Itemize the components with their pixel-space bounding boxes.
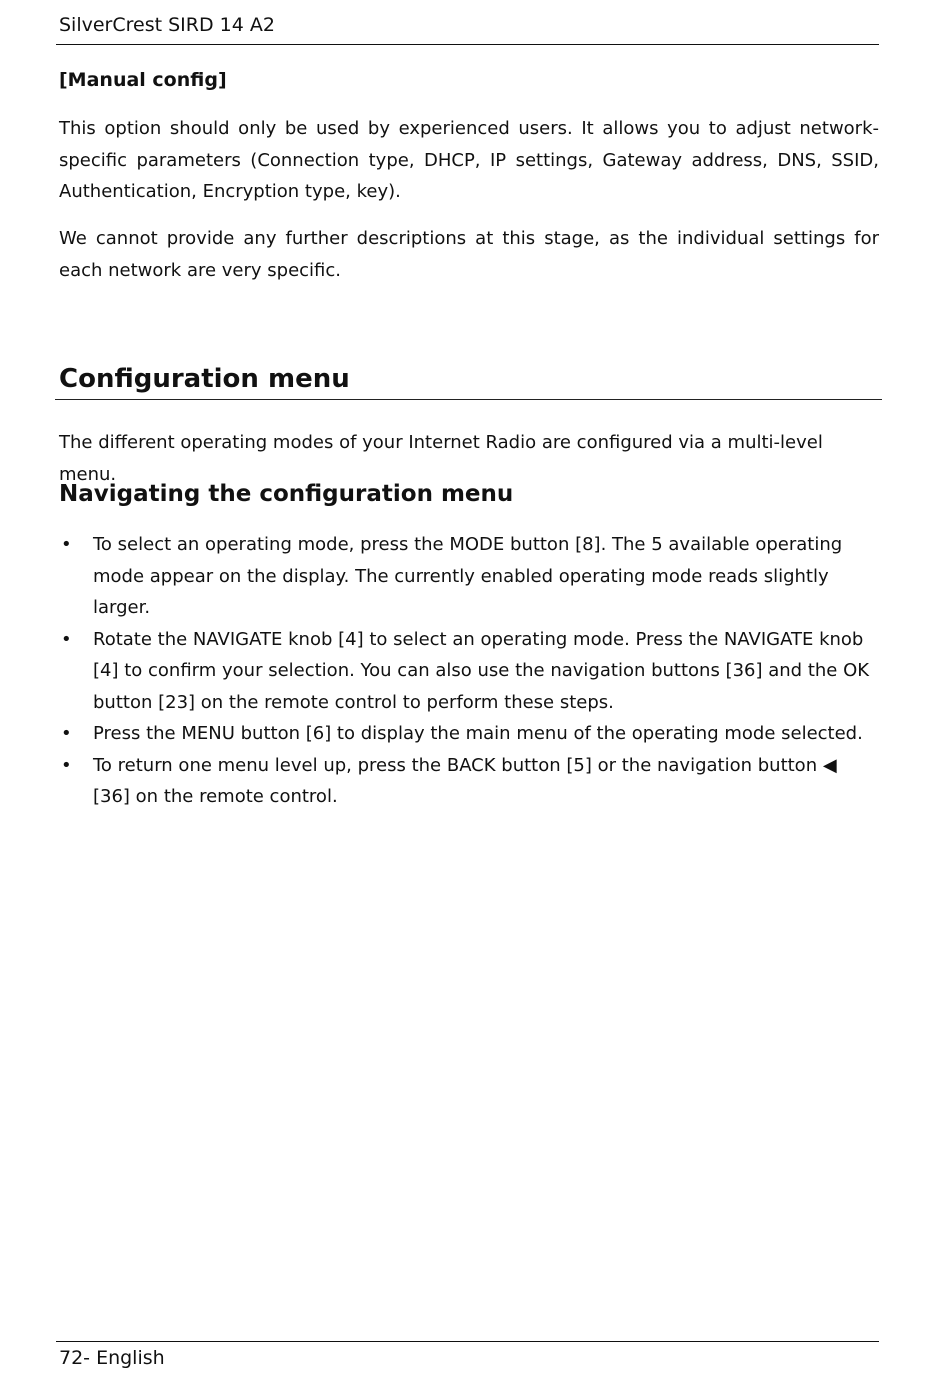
list-item-text: Rotate the NAVIGATE knob [4] to select an operating mode. Press the NAVIGATE knob [4] to confirm your selection. You can also use the navigation buttons [36] and the OK button [23] on the remote control to perform these steps. bbox=[93, 628, 870, 713]
bullet-icon: • bbox=[61, 723, 72, 744]
list-item bbox=[59, 624, 879, 719]
bullet-icon: • bbox=[61, 534, 72, 555]
configuration-menu-intro: The different operating modes of your Internet Radio are configured via a multi-level menu. bbox=[59, 432, 823, 485]
bullet-icon: • bbox=[61, 628, 72, 650]
navigation-steps-list bbox=[59, 529, 879, 813]
list-item-text: Press the MENU button [6] to display the main menu of the operating mode selected. bbox=[93, 723, 863, 744]
manual-config-heading: [Manual config] bbox=[59, 69, 227, 91]
list-item-text: To return one menu level up, press the BACK button [5] or the navigation button ◀ [36] on the remote control. bbox=[93, 754, 837, 807]
configuration-menu-heading: Configuration menu bbox=[59, 364, 350, 394]
bullet-icon: • bbox=[61, 754, 72, 776]
header-divider bbox=[56, 44, 879, 45]
section-divider bbox=[55, 399, 882, 400]
navigating-heading: Navigating the configuration menu bbox=[59, 481, 514, 507]
manual-config-paragraph-2: We cannot provide any further descriptions at this stage, as the individual settings for each network are very specific. bbox=[59, 228, 879, 281]
list-item bbox=[59, 718, 879, 750]
manual-config-paragraph-1: This option should only be used by experienced users. It allows you to adjust network-specific parameters (Connection type, DHCP, IP settings, Gateway address, DNS, SSID, Authentication, Encryption type, key). bbox=[59, 118, 879, 202]
list-item bbox=[59, 529, 879, 624]
page-number-footer: 72- English bbox=[59, 1347, 165, 1369]
footer-divider bbox=[56, 1341, 879, 1342]
page-header-title: SilverCrest SIRD 14 A2 bbox=[59, 14, 275, 36]
list-item-text: To select an operating mode, press the MODE button [8]. The 5 available operating mode appear on the display. The currently enabled operating mode reads slightly larger. bbox=[93, 534, 843, 618]
list-item bbox=[59, 750, 879, 813]
